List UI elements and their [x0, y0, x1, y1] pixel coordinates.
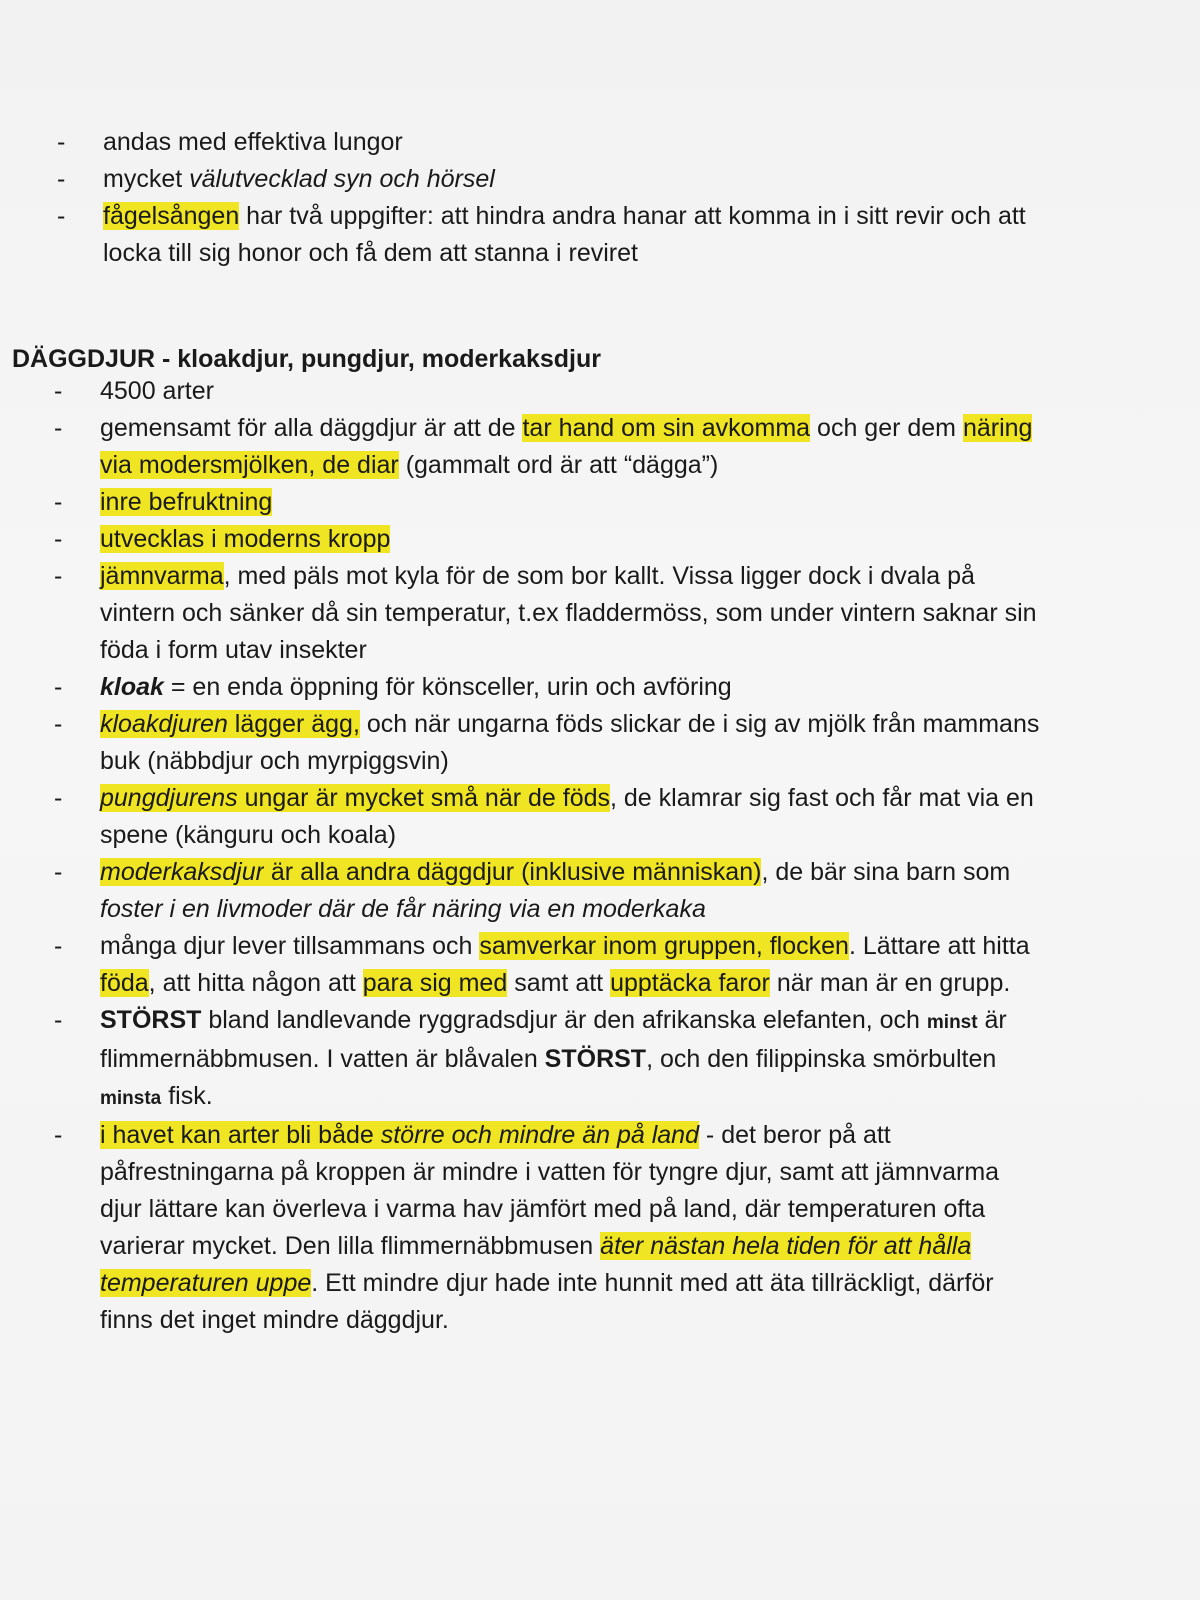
highlighted-text: pungdjurens [100, 784, 238, 812]
bullet-dash: - [54, 488, 63, 516]
text-span: minsta [100, 1088, 162, 1109]
bullet-dash: - [54, 710, 63, 738]
text-span: gemensamt för alla däggdjur är att de [100, 414, 523, 442]
text-span: locka till sig honor och få dem att stanna i reviret [103, 239, 638, 267]
list-item [54, 780, 1160, 854]
bullet-dash: - [57, 128, 66, 156]
text-span: 4500 arter [100, 377, 214, 405]
list-item [54, 521, 1160, 558]
list-item [54, 706, 1160, 780]
highlighted-text: näring [962, 414, 1033, 442]
highlighted-text: jämnvarma [100, 562, 224, 590]
mammal-traits-list [54, 373, 1160, 1339]
text-span: är [977, 1006, 1007, 1034]
highlighted-text: utvecklas i moderns kropp [100, 525, 391, 553]
text-span: många djur lever tillsammans och [100, 932, 480, 960]
text-span: när man är en grupp. [769, 969, 1011, 997]
text-span: (gammalt ord är att “dägga”) [398, 451, 719, 479]
highlighted-text: inre befruktning [100, 488, 273, 516]
text-span: , och den filippinska smörbulten [646, 1045, 997, 1073]
highlighted-text: temperaturen uppe [100, 1269, 312, 1297]
text-span: samt att [507, 969, 611, 997]
highlighted-text: samverkar inom gruppen, flocken [479, 932, 849, 960]
highlighted-text: är alla andra däggdjur (inklusive människan) [263, 858, 762, 886]
list-item [57, 124, 1163, 161]
highlighted-text: större och mindre än på land [380, 1121, 699, 1149]
text-span: buk (näbbdjur och myrpiggsvin) [100, 747, 449, 775]
text-span: spene (känguru och koala) [100, 821, 397, 849]
text-span: föda i form utav insekter [100, 636, 367, 664]
text-span: finns det inget mindre däggdjur. [100, 1306, 449, 1334]
text-span: STÖRST [100, 1006, 202, 1034]
bullet-dash: - [54, 673, 63, 701]
highlighted-text: via modersmjölken, de diar [100, 451, 399, 479]
text-span: mycket [103, 165, 190, 193]
text-span: välutvecklad syn och hörsel [189, 165, 495, 193]
highlighted-text: lägger ägg, [227, 710, 360, 738]
highlighted-text: para sig med [362, 969, 508, 997]
text-span: - det beror på att [698, 1121, 891, 1149]
bullet-dash: - [54, 858, 63, 886]
bullet-dash: - [54, 414, 63, 442]
text-span: kloak [100, 673, 164, 701]
list-item [54, 669, 1160, 706]
list-item [54, 558, 1160, 669]
highlighted-text: fågelsången [103, 202, 240, 230]
text-span: minst [926, 1012, 978, 1033]
text-span: , de bär sina barn som [761, 858, 1011, 886]
text-span: STÖRST [544, 1045, 647, 1073]
text-span: = en enda öppning för könsceller, urin och avföring [163, 673, 732, 701]
list-item [54, 1002, 1160, 1117]
bird-traits-list [57, 124, 1163, 272]
bullet-dash: - [54, 1006, 63, 1034]
list-item [54, 410, 1160, 484]
text-span: foster i en livmoder där de får näring via en moderkaka [100, 895, 706, 923]
highlighted-text: kloakdjuren [100, 710, 228, 738]
highlighted-text: moderkaksdjur [100, 858, 264, 886]
highlighted-text: i havet kan arter bli både [100, 1121, 381, 1149]
highlighted-text: äter nästan hela tiden för att hålla [600, 1232, 972, 1260]
bullet-dash: - [54, 562, 63, 590]
text-span: bland landlevande ryggradsdjur är den afrikanska elefanten, och [201, 1006, 927, 1034]
bullet-dash: - [54, 932, 63, 960]
text-span: djur lättare kan överleva i varma hav jämfört med på land, där temperaturen ofta [100, 1195, 986, 1223]
bullet-dash: - [57, 165, 66, 193]
highlighted-text: ungar är mycket små när de föds [237, 784, 611, 812]
text-span: har två uppgifter: att hindra andra hanar att komma in i sitt revir och att [239, 202, 1026, 230]
bullet-dash: - [54, 377, 63, 405]
text-span: flimmernäbbmusen. I vatten är blåvalen [100, 1045, 545, 1073]
highlighted-text: upptäcka faror [610, 969, 770, 997]
list-item [54, 854, 1160, 928]
list-item [54, 928, 1160, 1002]
text-span: . Lättare att hitta [848, 932, 1030, 960]
text-span: , med päls mot kyla för de som bor kallt. Vissa ligger dock i dvala på [223, 562, 975, 590]
bullet-dash: - [57, 202, 66, 230]
bullet-dash: - [54, 1121, 63, 1149]
list-item [54, 1117, 1160, 1339]
highlighted-text: föda [100, 969, 149, 997]
list-item [54, 484, 1160, 521]
list-item [57, 161, 1163, 198]
list-item [57, 198, 1163, 272]
text-span: fisk. [161, 1082, 213, 1110]
text-span: och ger dem [810, 414, 963, 442]
text-span: , de klamrar sig fast och får mat via en [610, 784, 1034, 812]
bullet-dash: - [54, 525, 63, 553]
text-span: . Ett mindre djur hade inte hunnit med att äta tillräckligt, därför [311, 1269, 994, 1297]
bullet-dash: - [54, 784, 63, 812]
list-item [54, 373, 1160, 410]
highlighted-text: tar hand om sin avkomma [522, 414, 811, 442]
text-span: varierar mycket. Den lilla flimmernäbbmusen [100, 1232, 601, 1260]
text-span: andas med effektiva lungor [103, 128, 403, 156]
text-span: och när ungarna föds slickar de i sig av mjölk från mammans [359, 710, 1040, 738]
text-span: påfrestningarna på kroppen är mindre i vatten för tyngre djur, samt att jämnvarma [100, 1158, 1000, 1186]
section-heading: DÄGGDJUR - kloakdjur, pungdjur, moderkaksdjur [12, 345, 601, 373]
text-span: , att hitta någon att [148, 969, 363, 997]
text-span: vintern och sänker då sin temperatur, t.ex fladdermöss, som under vintern saknar sin [100, 599, 1037, 627]
